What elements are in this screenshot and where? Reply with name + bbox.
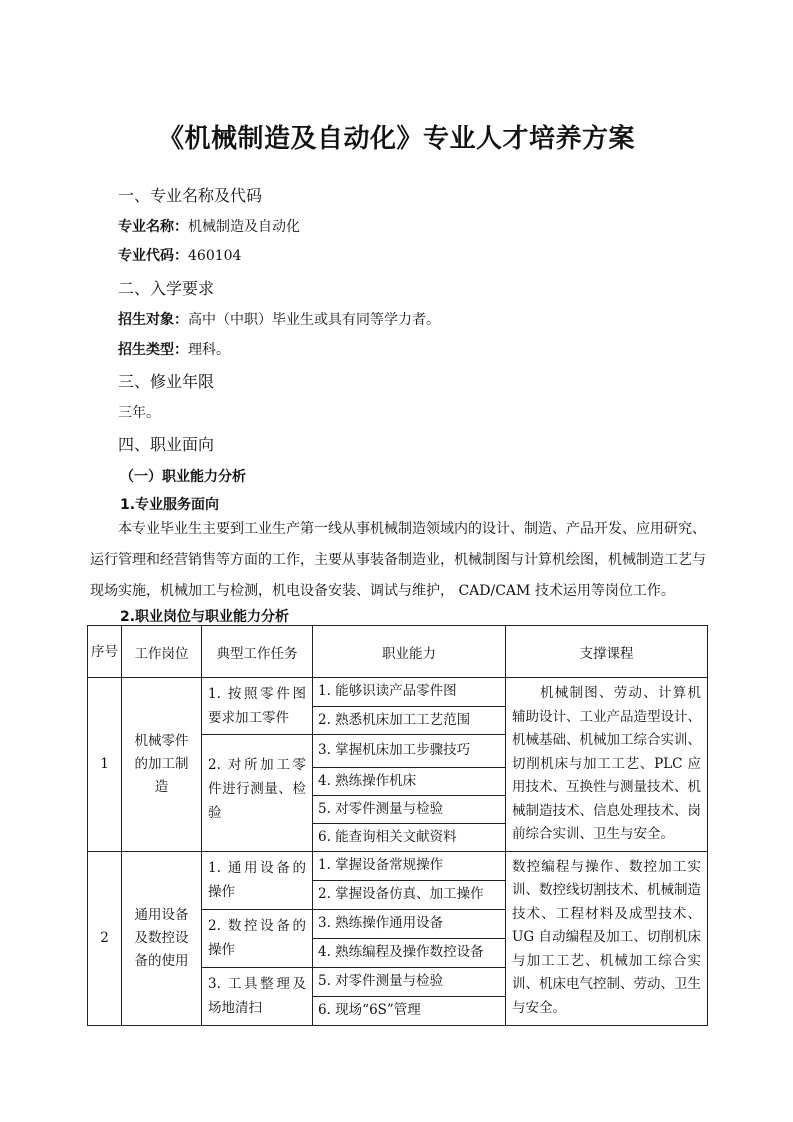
service-orientation-paragraph: 本专业毕业生主要到工业生产第一线从事机械制造领域内的设计、制造、产品开发、应用研究、运行管理和经营销售等方面的工作，主要从事装备制造业，机械制图与计算机绘图，机械制造工艺与现场实施，机械加工与检测，机电设备安装、调试与维护， CAD/CAM 技术运用等岗位工作。: [90, 521, 706, 599]
row-no: 2: [88, 851, 122, 1025]
row-ability: 4. 熟练编程及操作数控设备: [313, 938, 506, 967]
enroll-target-label: 招生对象：: [118, 312, 188, 328]
header-post: 工作岗位: [122, 626, 202, 678]
header-course: 支撑课程: [506, 626, 708, 678]
row-ability: 2. 掌握设备仿真、加工操作: [313, 880, 506, 909]
enroll-type-line: [118, 339, 230, 359]
duration-value: 三年。: [118, 405, 160, 421]
major-name-line: [118, 216, 300, 236]
row-task: 2. 对所加工零件进行测量、检验: [202, 735, 313, 852]
post-ability-table: [87, 625, 708, 1026]
row-post: 通用设备及数控设备的使用: [122, 851, 202, 1025]
major-name-label: 专业名称：: [118, 219, 188, 235]
document-title: 《机械制造及自动化》专业人才培养方案: [157, 124, 635, 154]
section-3-heading: 三、修业年限: [118, 372, 215, 391]
major-code-label: 专业代码：: [118, 248, 188, 264]
section-1-heading: 一、专业名称及代码: [118, 186, 263, 205]
row-post: 机械零件的加工制造: [122, 678, 202, 852]
enroll-target-line: [118, 309, 440, 329]
enroll-type-value: 理科。: [188, 342, 230, 358]
row-task: 1. 通用设备的操作: [202, 851, 313, 909]
major-code-value: 460104: [188, 248, 242, 264]
row-ability: 3. 掌握机床加工步骤技巧: [313, 735, 506, 768]
table-row: [88, 851, 708, 880]
row-no: 1: [88, 678, 122, 852]
major-code-line: [118, 245, 241, 265]
row-ability: 2. 熟悉机床加工工艺范围: [313, 706, 506, 735]
row-ability: 1. 掌握设备常规操作: [313, 851, 506, 880]
enroll-target-value: 高中（中职）毕业生或具有同等学力者。: [188, 312, 440, 328]
section-4-heading: 四、职业面向: [118, 435, 215, 454]
subsection-ability-analysis: （一）职业能力分析: [120, 469, 246, 485]
row-task: 3. 工具整理及场地清扫: [202, 967, 313, 1025]
row-ability: 4. 熟练操作机床: [313, 767, 506, 795]
subsection-post-ability-analysis: 2.职业岗位与职业能力分析: [120, 609, 290, 625]
row-ability: 6. 能查询相关文献资料: [313, 823, 506, 851]
enroll-type-label: 招生类型：: [118, 342, 188, 358]
row-ability: 6. 现场“6S”管理: [313, 996, 506, 1025]
header-task: 典型工作任务: [202, 626, 313, 678]
major-name-value: 机械制造及自动化: [188, 219, 300, 235]
row-task: 1. 按照零件图要求加工零件: [202, 678, 313, 735]
table-row: [88, 678, 708, 707]
header-ability: 职业能力: [313, 626, 506, 678]
subsection-service-orientation: 1.专业服务面向: [120, 497, 220, 513]
table-header-row: [88, 626, 708, 678]
row-ability: 5. 对零件测量与检验: [313, 795, 506, 823]
row-ability: 3. 熟练操作通用设备: [313, 909, 506, 938]
section-2-heading: 二、入学要求: [118, 279, 215, 298]
row-ability: 5. 对零件测量与检验: [313, 967, 506, 996]
row-courses: 机械制图、劳动、计算机辅助设计、工业产品造型设计、机械基础、机械加工综合实训、切削机床与加工工艺、PLC 应用技术、互换性与测量技术、机械制造技术、信息处理技术、岗前综合实训、卫生与安全。: [506, 678, 708, 852]
row-ability: 1. 能够识读产品零件图: [313, 678, 506, 707]
row-courses: 数控编程与操作、数控加工实训、数控线切割技术、机械制造技术、工程材料及成型技术、UG 自动编程及加工、切削机床与加工工艺、机械加工综合实训、机床电气控制、劳动、卫生与安全。: [506, 851, 708, 1025]
row-task: 2. 数控设备的操作: [202, 909, 313, 967]
header-no: 序号: [88, 626, 122, 678]
